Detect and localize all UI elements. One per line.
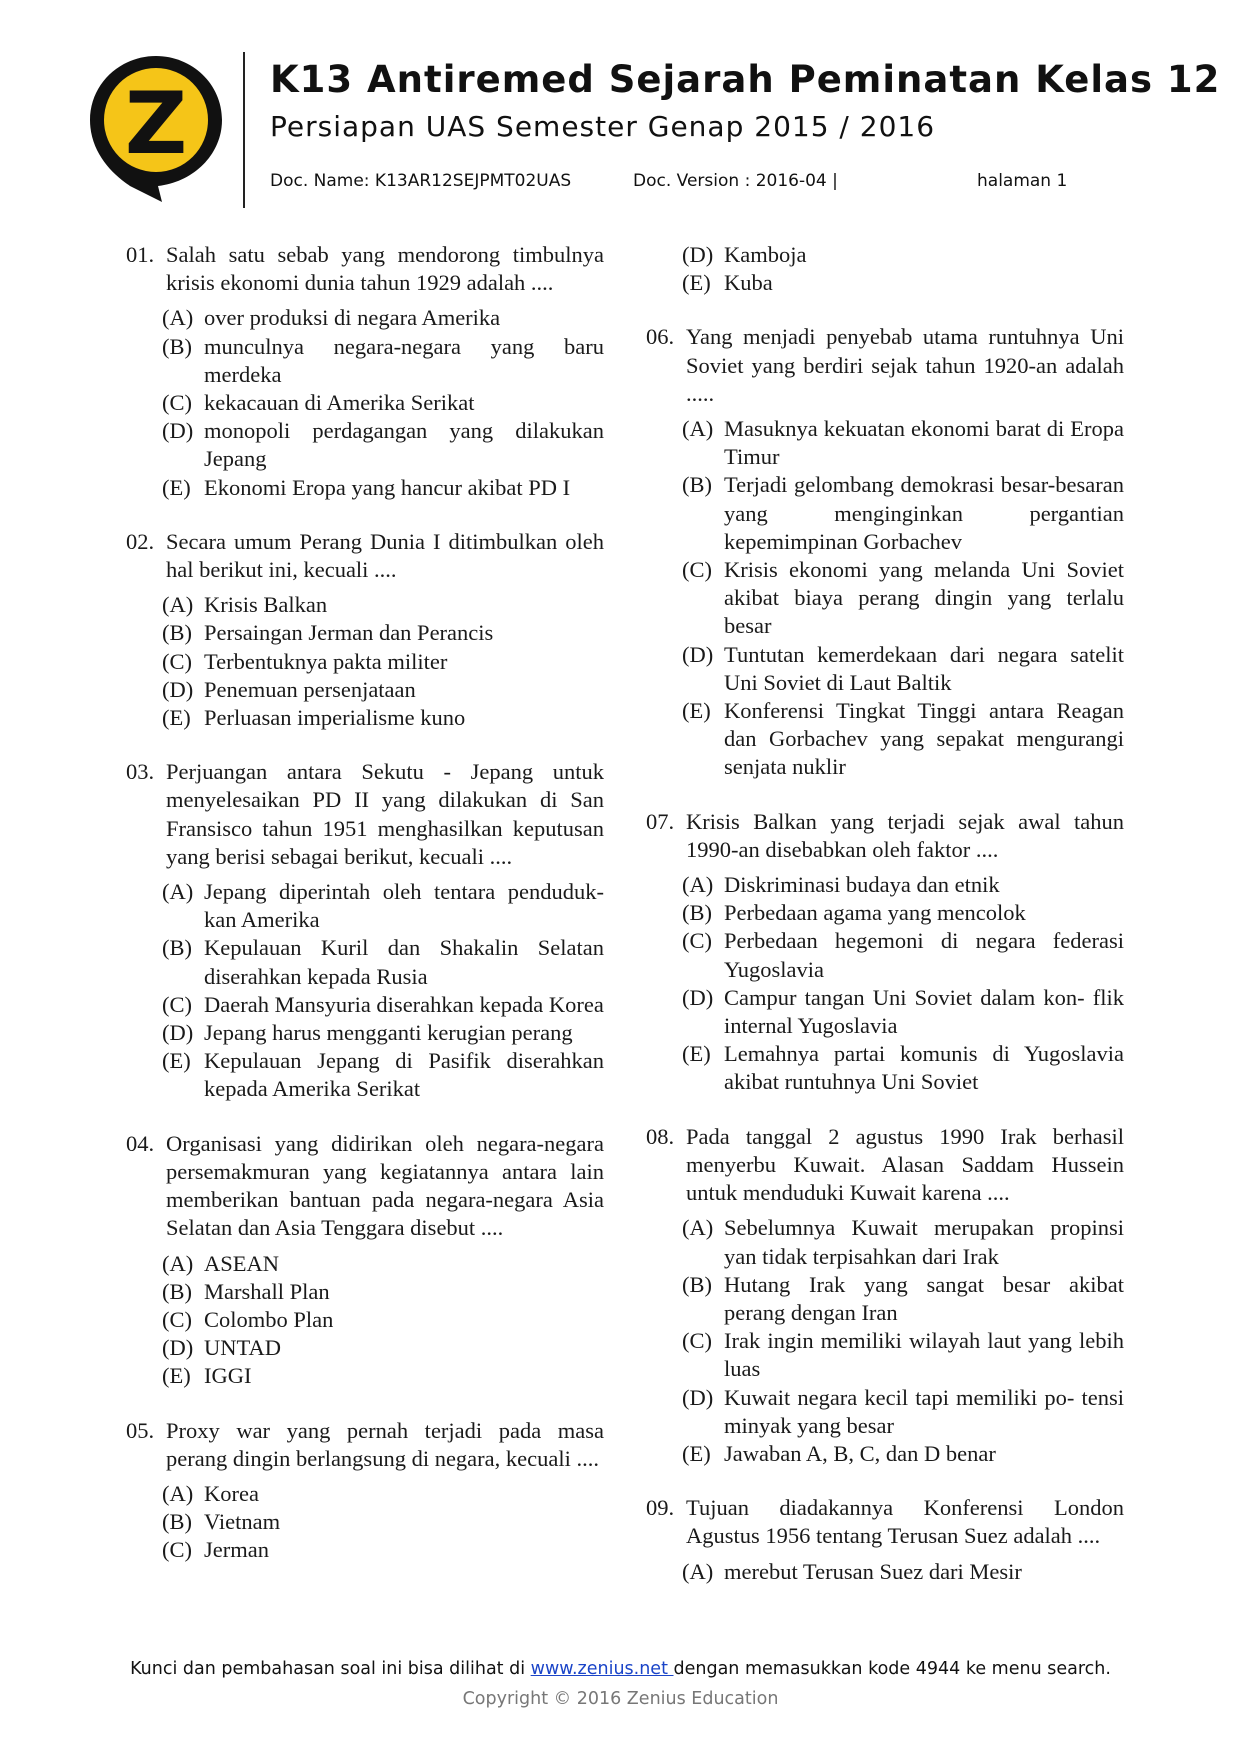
option-text: Jepang diperintah oleh tentara penduduk- kan Amerika xyxy=(204,879,604,933)
option-letter: (B) xyxy=(162,935,192,961)
option xyxy=(162,1362,604,1390)
option xyxy=(162,878,604,934)
option xyxy=(162,1019,604,1047)
option-letter: (E) xyxy=(682,1440,711,1466)
option-text: Irak ingin memiliki wilayah laut yang lebih luas xyxy=(724,1328,1124,1382)
option-letter: (B) xyxy=(162,1509,192,1535)
option-letter: (D) xyxy=(682,641,714,667)
option-text: Penemuan persenjataan xyxy=(204,676,416,702)
option xyxy=(682,241,1124,269)
option-text: Perbedaan hegemoni di negara federasi Yugoslavia xyxy=(724,928,1124,982)
option xyxy=(682,984,1124,1040)
question-number: 07. xyxy=(646,808,675,834)
option-letter: (E) xyxy=(682,270,711,296)
option-text: Diskriminasi budaya dan etnik xyxy=(724,872,1000,898)
page-number: halaman 1 xyxy=(977,171,1068,191)
option-letter: (C) xyxy=(162,991,192,1017)
option-text: Perbedaan agama yang mencolok xyxy=(724,900,1026,926)
option xyxy=(682,269,1124,297)
question-number: 06. xyxy=(646,324,675,350)
logo-letter: Z xyxy=(124,74,188,174)
option xyxy=(162,1278,604,1306)
question-number: 04. xyxy=(126,1130,155,1156)
option-text: Tuntutan kemerdekaan dari negara satelit Uni Soviet di Laut Baltik xyxy=(724,641,1124,695)
option xyxy=(682,871,1124,899)
option-text: kekacauan di Amerika Serikat xyxy=(204,390,475,416)
question-05 xyxy=(126,1417,604,1565)
question-09 xyxy=(646,1494,1124,1586)
option xyxy=(162,333,604,389)
option xyxy=(682,415,1124,471)
header-divider xyxy=(243,52,245,208)
option xyxy=(682,556,1124,641)
option-text: Hutang Irak yang sangat besar akibat perang dengan Iran xyxy=(724,1271,1124,1325)
option xyxy=(162,417,604,473)
option-letter: (A) xyxy=(682,1558,714,1584)
question-number: 05. xyxy=(126,1417,155,1443)
option-letter: (C) xyxy=(682,1328,712,1354)
question-03 xyxy=(126,758,604,1103)
option-text: Persaingan Jerman dan Perancis xyxy=(204,620,494,646)
option xyxy=(162,1047,604,1103)
option-text: Kamboja xyxy=(724,242,807,267)
option-letter: (C) xyxy=(162,648,192,674)
option-letter: (A) xyxy=(682,1215,714,1241)
option-text: Kuba xyxy=(724,270,773,296)
option xyxy=(682,1558,1124,1586)
page-subtitle: Persiapan UAS Semester Genap 2015 / 2016 xyxy=(270,110,936,143)
option-text: ASEAN xyxy=(204,1250,280,1276)
option-letter: (D) xyxy=(162,418,194,444)
question-05-continued xyxy=(646,241,1124,297)
option-letter: (C) xyxy=(162,1306,192,1332)
option xyxy=(162,1480,604,1508)
option xyxy=(682,1440,1124,1468)
option-letter: (A) xyxy=(162,305,194,331)
option-text: Daerah Mansyuria diserahkan kepada Korea xyxy=(204,991,604,1017)
option-text: over produksi di negara Amerika xyxy=(204,305,501,331)
option xyxy=(682,641,1124,697)
option xyxy=(162,619,604,647)
question-stem: Tujuan diadakannya Konferensi London Agustus 1956 tentang Terusan Suez adalah .... xyxy=(686,1495,1124,1549)
option-letter: (A) xyxy=(682,416,714,442)
option-text: monopoli perdagangan yang dilakukan Jepang xyxy=(204,418,604,472)
option xyxy=(162,389,604,417)
option xyxy=(162,1508,604,1536)
option-text: Perluasan imperialisme kuno xyxy=(204,705,466,731)
option-text: Kepulauan Jepang di Pasifik diserahkan kepada Amerika Serikat xyxy=(204,1048,604,1102)
question-stem: Perjuangan antara Sekutu - Jepang untuk menyelesaikan PD II yang dilakukan di San Fransisco tahun 1951 menghasilkan keputusan yang berisi sebagai berikut, kecuali .... xyxy=(166,759,604,869)
doc-version: Doc. Version : 2016-04 | xyxy=(633,171,838,191)
option xyxy=(682,1327,1124,1383)
question-number: 01. xyxy=(126,242,155,267)
question-06 xyxy=(646,323,1124,781)
option-text: Jawaban A, B, C, dan D benar xyxy=(724,1440,996,1466)
option-text: Krisis ekonomi yang melanda Uni Soviet akibat biaya perang dingin yang terlalu besar xyxy=(724,557,1124,639)
option xyxy=(162,991,604,1019)
zenius-logo-icon xyxy=(86,52,226,204)
option-letter: (A) xyxy=(162,1250,194,1276)
footer-text-before: Kunci dan pembahasan soal ini bisa dilihat di xyxy=(130,1659,531,1679)
option-letter: (E) xyxy=(162,1048,191,1074)
question-08 xyxy=(646,1123,1124,1468)
left-column xyxy=(126,241,604,1591)
option xyxy=(162,1334,604,1362)
copyright: Copyright © 2016 Zenius Education xyxy=(462,1689,779,1709)
option-letter: (D) xyxy=(682,242,714,267)
option-text: Masuknya kekuatan ekonomi barat di Eropa Timur xyxy=(724,416,1124,470)
option-letter: (D) xyxy=(162,1335,194,1361)
option-letter: (A) xyxy=(682,872,714,898)
option-letter: (E) xyxy=(682,1041,711,1067)
footer-text-after: dengan memasukkan kode 4944 ke menu search. xyxy=(673,1659,1111,1679)
option-letter: (D) xyxy=(682,984,714,1010)
option xyxy=(162,1250,604,1278)
question-04 xyxy=(126,1130,604,1391)
option xyxy=(682,1384,1124,1440)
option-text: Marshall Plan xyxy=(204,1278,330,1304)
question-number: 03. xyxy=(126,759,155,785)
doc-name: Doc. Name: K13AR12SEJPMT02UAS xyxy=(270,171,572,191)
option-letter: (C) xyxy=(162,1537,192,1563)
option-letter: (E) xyxy=(682,698,711,724)
option-text: Krisis Balkan xyxy=(204,592,328,618)
option-letter: (B) xyxy=(162,620,192,646)
option-letter: (C) xyxy=(162,390,192,416)
option-letter: (D) xyxy=(162,676,194,702)
option-text: Jerman xyxy=(204,1537,269,1563)
zenius-logo xyxy=(86,52,226,204)
page-title: K13 Antiremed Sejarah Peminatan Kelas 12 xyxy=(270,58,1221,101)
option-letter: (B) xyxy=(682,900,712,926)
option-text: Sebelumnya Kuwait merupakan propinsi yan tidak terpisahkan dari Irak xyxy=(724,1215,1124,1269)
option xyxy=(162,591,604,619)
option xyxy=(162,304,604,332)
question-stem: Yang menjadi penyebab utama runtuhnya Uni Soviet yang berdiri sejak tahun 1920-an adalah ..... xyxy=(686,324,1124,406)
option-text: UNTAD xyxy=(204,1335,281,1361)
option-text: Kuwait negara kecil tapi memiliki po- tensi minyak yang besar xyxy=(724,1384,1124,1438)
option-text: Lemahnya partai komunis di Yugoslavia akibat runtuhnya Uni Soviet xyxy=(724,1041,1124,1095)
option-letter: (B) xyxy=(162,333,192,359)
option xyxy=(162,1536,604,1564)
zenius-link[interactable]: www.zenius.net xyxy=(530,1659,674,1679)
question-stem: Proxy war yang pernah terjadi pada masa perang dingin berlangsung di negara, kecuali .... xyxy=(166,1417,604,1471)
option-letter: (E) xyxy=(162,474,191,500)
option-text: Konferensi Tingkat Tinggi antara Reagan dan Gorbachev yang sepakat mengurangi senjata nuklir xyxy=(724,698,1124,780)
option xyxy=(682,697,1124,782)
option-text: Terbentuknya pakta militer xyxy=(204,648,448,674)
option-text: Terjadi gelombang demokrasi besar-besaran yang menginginkan pergantian kepemimpinan Gorbachev xyxy=(724,472,1124,554)
option xyxy=(682,1271,1124,1327)
option-letter: (A) xyxy=(162,879,194,905)
option-letter: (D) xyxy=(682,1384,714,1410)
option-letter: (B) xyxy=(682,1271,712,1297)
option-text: merebut Terusan Suez dari Mesir xyxy=(724,1558,1022,1584)
option xyxy=(162,648,604,676)
right-column xyxy=(646,241,1124,1612)
option xyxy=(162,676,604,704)
option xyxy=(162,704,604,732)
option xyxy=(162,1306,604,1334)
option xyxy=(162,474,604,502)
option-text: Kepulauan Kuril dan Shakalin Selatan diserahkan kepada Rusia xyxy=(204,935,604,989)
option-text: IGGI xyxy=(204,1363,252,1389)
option xyxy=(682,1214,1124,1270)
question-02 xyxy=(126,528,604,732)
option-text: Vietnam xyxy=(204,1509,281,1535)
option xyxy=(162,934,604,990)
option-letter: (C) xyxy=(682,928,712,954)
option-letter: (B) xyxy=(162,1278,192,1304)
option-text: Jepang harus mengganti kerugian perang xyxy=(204,1020,573,1046)
option-letter: (A) xyxy=(162,592,194,618)
option-letter: (A) xyxy=(162,1480,194,1506)
question-stem: Krisis Balkan yang terjadi sejak awal tahun 1990-an disebabkan oleh faktor .... xyxy=(686,808,1124,862)
question-01 xyxy=(126,241,604,502)
question-number: 09. xyxy=(646,1495,675,1521)
question-stem: Organisasi yang didirikan oleh negara-negara persemakmuran yang kegiatannya antara lain memberikan bantuan pada negara-negara Asia Selatan dan Asia Tenggara disebut .... xyxy=(166,1130,604,1241)
question-stem: Pada tanggal 2 agustus 1990 Irak berhasil menyerbu Kuwait. Alasan Saddam Hussein untuk menduduki Kuwait karena .... xyxy=(686,1123,1124,1206)
option-letter: (C) xyxy=(682,557,712,583)
option-letter: (D) xyxy=(162,1020,194,1046)
option-text: munculnya negara-negara yang baru merdeka xyxy=(204,333,604,387)
option-letter: (E) xyxy=(162,705,191,731)
question-07 xyxy=(646,808,1124,1097)
option-text: Colombo Plan xyxy=(204,1306,334,1332)
option-text: Korea xyxy=(204,1480,259,1506)
footer-note xyxy=(0,1659,1241,1679)
option xyxy=(682,1040,1124,1096)
option-text: Ekonomi Eropa yang hancur akibat PD I xyxy=(204,474,571,500)
option xyxy=(682,899,1124,927)
question-stem: Secara umum Perang Dunia I ditimbulkan oleh hal berikut ini, kecuali .... xyxy=(166,528,604,583)
question-number: 02. xyxy=(126,528,155,554)
question-number: 08. xyxy=(646,1123,675,1149)
option xyxy=(682,471,1124,556)
question-stem: Salah satu sebab yang mendorong timbulnya krisis ekonomi dunia tahun 1929 adalah .... xyxy=(166,242,604,296)
option-letter: (E) xyxy=(162,1363,191,1389)
option-text: Campur tangan Uni Soviet dalam kon- flik internal Yugoslavia xyxy=(724,984,1124,1039)
option-letter: (B) xyxy=(682,472,712,498)
option xyxy=(682,927,1124,983)
